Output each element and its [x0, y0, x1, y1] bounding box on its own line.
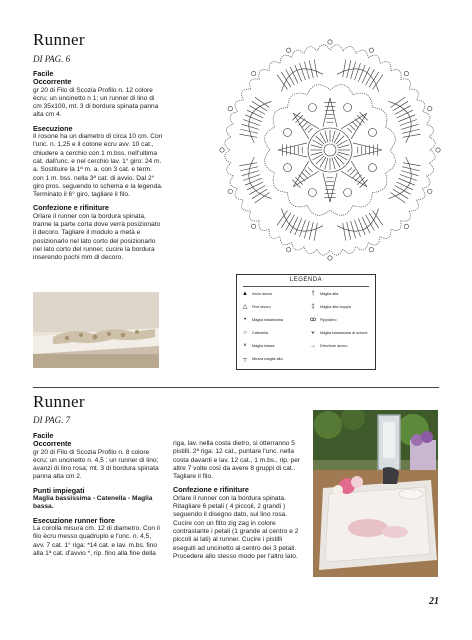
legend-item — [241, 330, 301, 336]
section1-esecuzione-heading: Esecuzione — [33, 123, 73, 133]
section1-confezione-text: Orlare il runner con la bordura spinata, tranne la parte corta dove verrà posizionato il decoro. Tagliare il modulo a metà e posizionarlo nel lato corto del posizionarlo nel lato corto del runner, cucire la bordura inserendo pochi mm di decoro. — [33, 212, 161, 262]
legend-symbol-icon: ‡ — [311, 304, 315, 310]
legend-label: Catenella — [252, 330, 269, 335]
legend-label: Maglia bassa — [252, 343, 275, 348]
legend-title: LEGENDA — [289, 277, 323, 283]
section2-esecuzione-continued: riga, lav. nella costa dietro, si otterranno 5 pistilli. 2ª riga: 12 cat., puntare l'unc. nella costa davanti e lav. 12 cat., 1 m.bs., rip. per altre 7 volte così da avere 8 gruppi di cat.. Tagliare il filo. — [173, 440, 301, 481]
legend-symbol-icon: ▲ — [242, 291, 248, 297]
section2-occorrente-text: gr 20 di Filo di Scozia Profilo n. 8 colore ècru; un uncinetto n. 4,5 ; un runner di lino; avanzi di lino rosa; mt. 3 di bordura spinata panna alta cm 2. — [33, 448, 159, 481]
section-divider — [33, 387, 439, 388]
section2-punti-text: Maglia bassissima - Catenella - Maglia bassa. — [33, 495, 153, 511]
legend-label: Fine lavoro — [252, 304, 271, 309]
section1-occorrente-text: gr 20 di Filo di Scozia Profilo n. 12 colore ècru; un uncinetto n 1; un runner di lino di cm 35x100, mt. 3 di bordura spinata panna alta cm 4. — [33, 86, 159, 119]
runner-photo-2 — [313, 410, 438, 577]
legend-symbol-icon: △ — [242, 304, 248, 310]
legend-item — [309, 317, 369, 323]
legend-item — [309, 291, 369, 297]
section1-occorrente-heading: Occorrente — [33, 77, 72, 87]
section1-confezione-heading: Confezione e rifiniture — [33, 203, 109, 213]
legend-symbol-icon: ꝏ — [309, 317, 317, 323]
legend-label: Mezza maglia alta — [252, 356, 283, 361]
legend-label: Maglia bassissima di unione — [320, 330, 368, 335]
legend-item — [241, 291, 301, 297]
legend-item — [241, 304, 301, 310]
legend-divider — [243, 286, 369, 287]
legend-symbol-icon: ○ — [243, 330, 247, 336]
section2-text-col1 — [33, 432, 163, 567]
legend-symbol-icon: → — [310, 343, 316, 349]
section2-difficulty: Facile — [33, 431, 54, 440]
legend-label: Maglia alta doppia — [320, 304, 351, 309]
section2-occorrente-heading: Occorrente — [33, 439, 72, 449]
legend-item — [309, 343, 369, 349]
legend-label: Maglia bassissima — [252, 317, 284, 322]
crochet-doily-diagram — [214, 34, 446, 266]
section1-esecuzione-text: Il rosone ha un diametro di circa 10 cm. Con l'unc. n. 1,25 e il cotone ècru avv. 10 cat., chiudere a cerchio con 1 m.bss. nell'ultima cat. dall'unc. e nel cerchio lav. 1° giro: 24 m. a. Sostituire la 1ª m. a. con 3 cat. e term. con 1 m. bss. nella 3ª cat. di avvio. Dal 2° giro pros. seguendo lo schema e la legenda. Terminato il 6° giro, tagliare il filo. — [33, 133, 163, 199]
legend-item — [241, 317, 301, 323]
section2-title: Runner — [33, 392, 85, 411]
section1-subtitle: DI PAG. 6 — [33, 54, 71, 64]
runner-photo-1 — [33, 292, 159, 368]
section2-text-col2 — [173, 440, 305, 561]
legend-symbol-icon: ┬ — [242, 356, 248, 362]
legend-symbol-icon: † — [311, 291, 315, 297]
section2-esecuzione-heading: Esecuzione runner fiore — [33, 515, 115, 525]
section1-title: Runner — [33, 30, 85, 49]
legend-item — [309, 330, 369, 336]
section2-confezione-heading: Confezione e rifiniture — [173, 485, 249, 495]
legend-label: Maglia alta — [320, 291, 339, 296]
legend-label: Direzione lavoro — [320, 343, 348, 348]
section1-text — [33, 70, 163, 263]
legend-item — [241, 356, 301, 362]
legend-item — [309, 304, 369, 310]
legend-symbol-icon: × — [243, 343, 247, 349]
legend-label: Inizio lavoro — [252, 291, 273, 296]
legend-symbol-icon: • — [243, 317, 247, 323]
section2-subtitle: DI PAG. 7 — [33, 415, 71, 425]
legend-symbol-icon: ⩛ — [311, 330, 315, 336]
page-number: 21 — [429, 596, 439, 607]
section1-difficulty: Facile — [33, 69, 54, 78]
legend-item — [241, 343, 301, 349]
legend-box — [236, 274, 376, 370]
legend-label: Pippiolino — [320, 317, 337, 322]
section2-esecuzione-text: La corolla misura cm. 12 di diametro. Con il filo ècru messo quadruplo e l'unc. n. 4,5, avv. 7 cat. 1° riga: *14 cat. e lav. m.bs. fino alla 1ª cat. d'avvio *, rip. fino alla fine della — [33, 524, 160, 557]
section2-confezione-text: Orlare il runner con la bordura spinata. Ritagliare 6 petali ( 4 piccoli, 2 grandi ) seguendo il disegno dato, sul lino rosa. Cucire con un fitto zig zag in colore contrastante i petali (1 grande al centro e 2 piccoli ai lati) al runner. Cucire i pistilli eseguiti ad uncinetto al centro dei 3 petali. Procedere allo stesso modo per l'altro lato. — [173, 494, 299, 560]
section2-punti-heading: Punti impiegati — [33, 485, 85, 495]
